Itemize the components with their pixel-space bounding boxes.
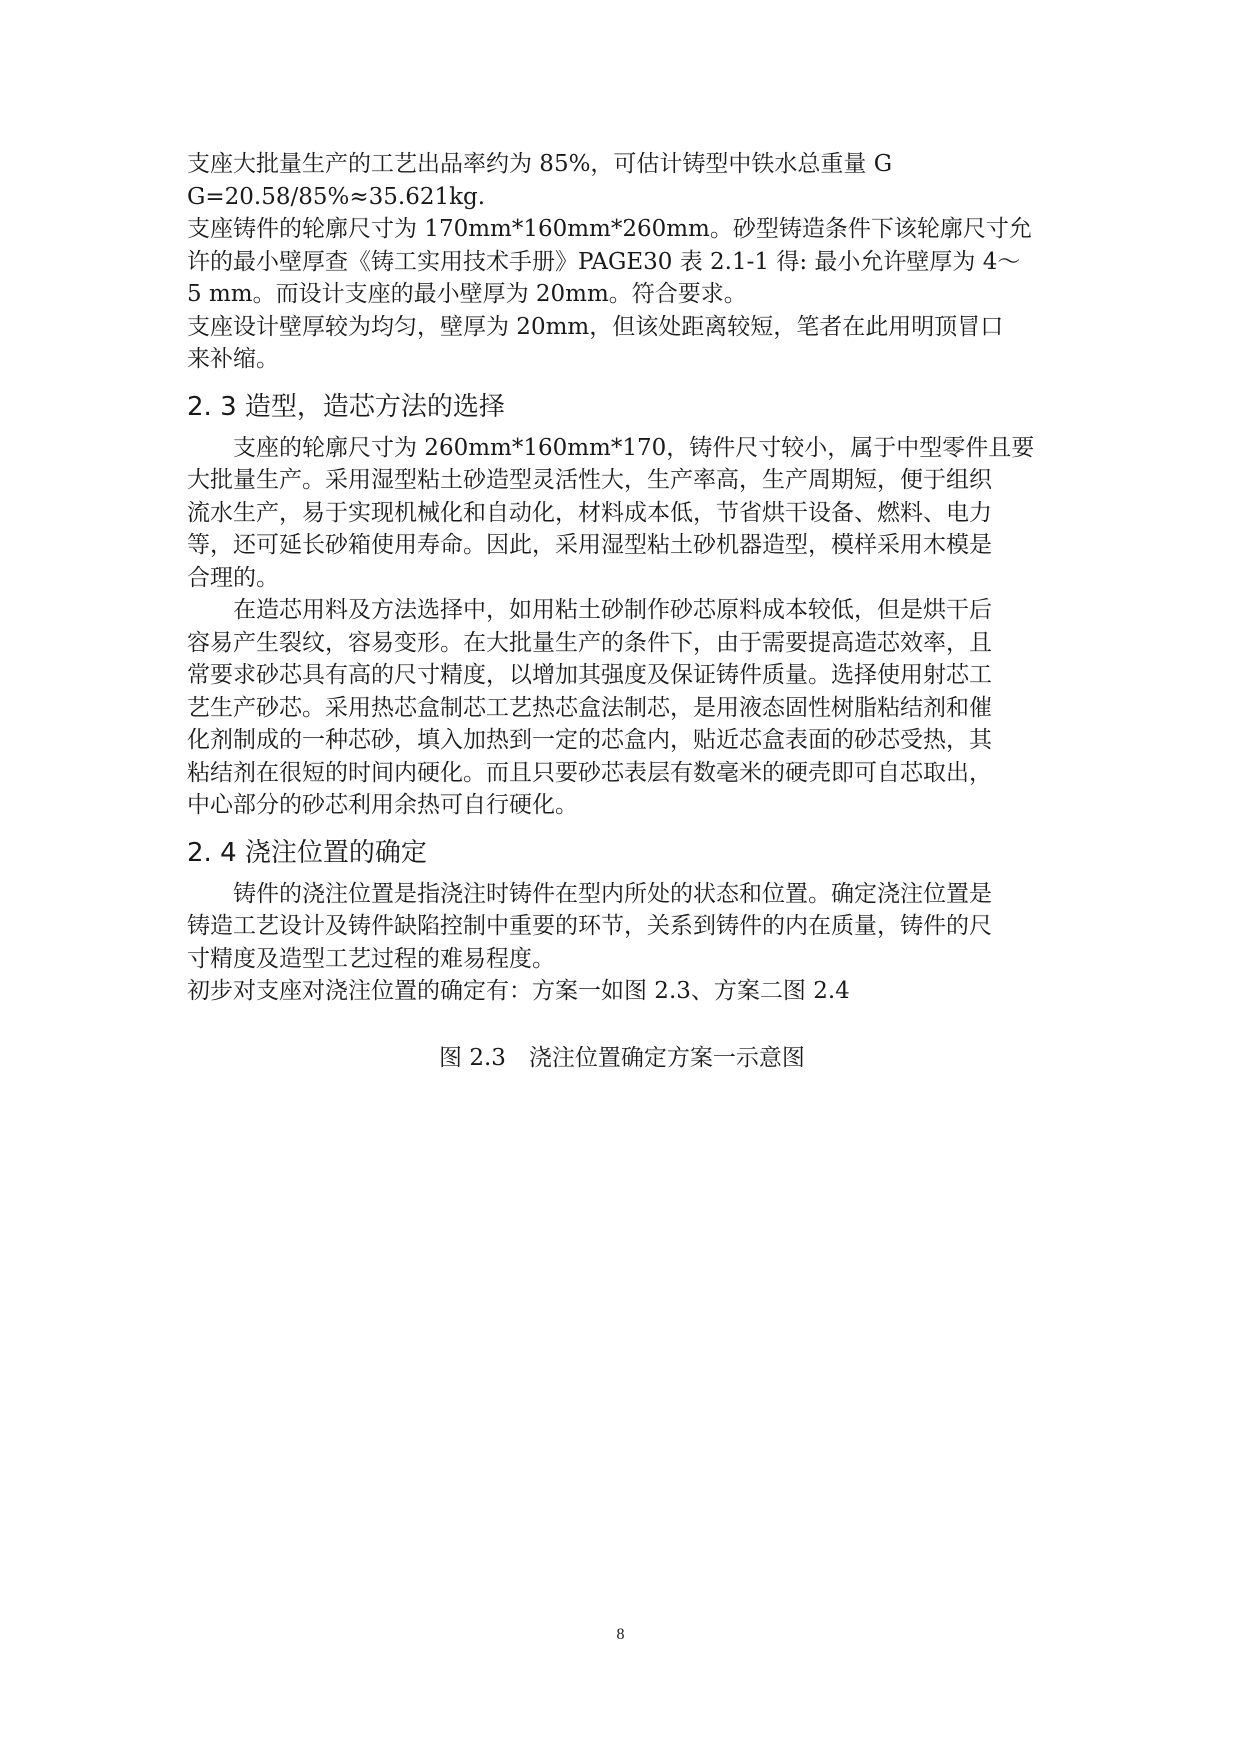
text-line: 大批量生产。采用湿型粘土砂造型灵活性大，生产率高，生产周期短，便于组织 bbox=[187, 467, 992, 493]
text-line: 容易产生裂纹，容易变形。在大批量生产的条件下，由于需要提高造芯效率，且 bbox=[187, 629, 992, 656]
paragraph-yield-weight bbox=[187, 148, 1057, 213]
text-line: 铸件的浇注位置是指浇注时铸件在型内所处的状态和位置。确定浇注位置是 bbox=[233, 880, 992, 907]
paragraph-pouring-position bbox=[187, 878, 1057, 976]
text-line: 支座铸件的轮廓尺寸为 170mm*160mm*260mm。砂型铸造条件下该轮廓尺寸允 bbox=[187, 216, 1032, 242]
text-line: 许的最小壁厚查《铸工实用技术手册》PAGE30 表 2.1-1 得: 最小允许壁厚为 4～ bbox=[187, 248, 1021, 275]
text-line: 在造芯用料及方法选择中，如用粘土砂制作砂芯原料成本较低，但是烘干后 bbox=[233, 597, 992, 623]
text-line: 支座设计壁厚较为均匀，壁厚为 20mm，但该处距离较短，笔者在此用明顶冒口 bbox=[187, 313, 1004, 340]
page-content bbox=[187, 148, 1057, 1074]
text-line: 中心部分的砂芯利用余热可自行硬化。 bbox=[187, 792, 578, 818]
text-line: 流水生产，易于实现机械化和自动化，材料成本低，节省烘干设备、燃料、电力 bbox=[187, 499, 992, 526]
text-line: 等，还可延长砂箱使用寿命。因此，采用湿型粘土砂机器造型，模样采用木模是 bbox=[187, 532, 992, 558]
text-line: 支座大批量生产的工艺出品率约为 85%，可估计铸型中铁水总重量 G bbox=[187, 151, 893, 177]
text-line: 常要求砂芯具有高的尺寸精度，以增加其强度及保证铸件质量。选择使用射芯工 bbox=[187, 662, 992, 688]
paragraph-wall-thickness bbox=[187, 213, 1057, 311]
paragraph-core-making bbox=[187, 594, 1057, 822]
text-line: 铸造工艺设计及铸件缺陷控制中重要的环节，关系到铸件的内在质量，铸件的尺 bbox=[187, 913, 992, 939]
page-number: 8 bbox=[616, 1626, 625, 1643]
text-line: 化剂制成的一种芯砂，填入加热到一定的芯盒内，贴近芯盒表面的砂芯受热，其 bbox=[187, 727, 992, 753]
section-heading-2-4: 2. 4 浇注位置的确定 bbox=[187, 837, 427, 868]
text-line: 合理的。 bbox=[187, 564, 279, 591]
text-line: 寸精度及造型工艺过程的难易程度。 bbox=[187, 945, 555, 972]
text-line: 支座的轮廓尺寸为 260mm*160mm*170，铸件尺寸较小，属于中型零件且要 bbox=[233, 434, 1035, 461]
paragraph-molding bbox=[187, 432, 1057, 595]
text-line: G=20.58/85%≈35.621kg. bbox=[187, 183, 486, 210]
text-line: 5 mm。而设计支座的最小壁厚为 20mm。符合要求。 bbox=[187, 281, 747, 307]
paragraph-plan-intro: 初步对支座对浇注位置的确定有：方案一如图 2.3、方案二图 2.4 bbox=[187, 978, 850, 1004]
text-line: 粘结剂在很短的时间内硬化。而且只要砂芯表层有数毫米的硬壳即可自芯取出， bbox=[187, 759, 992, 786]
text-line: 来补缩。 bbox=[187, 346, 279, 372]
figure-caption: 图 2.3 浇注位置确定方案一示意图 bbox=[439, 1044, 805, 1071]
paragraph-riser bbox=[187, 311, 1057, 376]
text-line: 艺生产砂芯。采用热芯盒制芯工艺热芯盒法制芯，是用液态固性树脂粘结剂和催 bbox=[187, 694, 992, 721]
section-heading-2-3: 2. 3 造型，造芯方法的选择 bbox=[187, 391, 505, 422]
